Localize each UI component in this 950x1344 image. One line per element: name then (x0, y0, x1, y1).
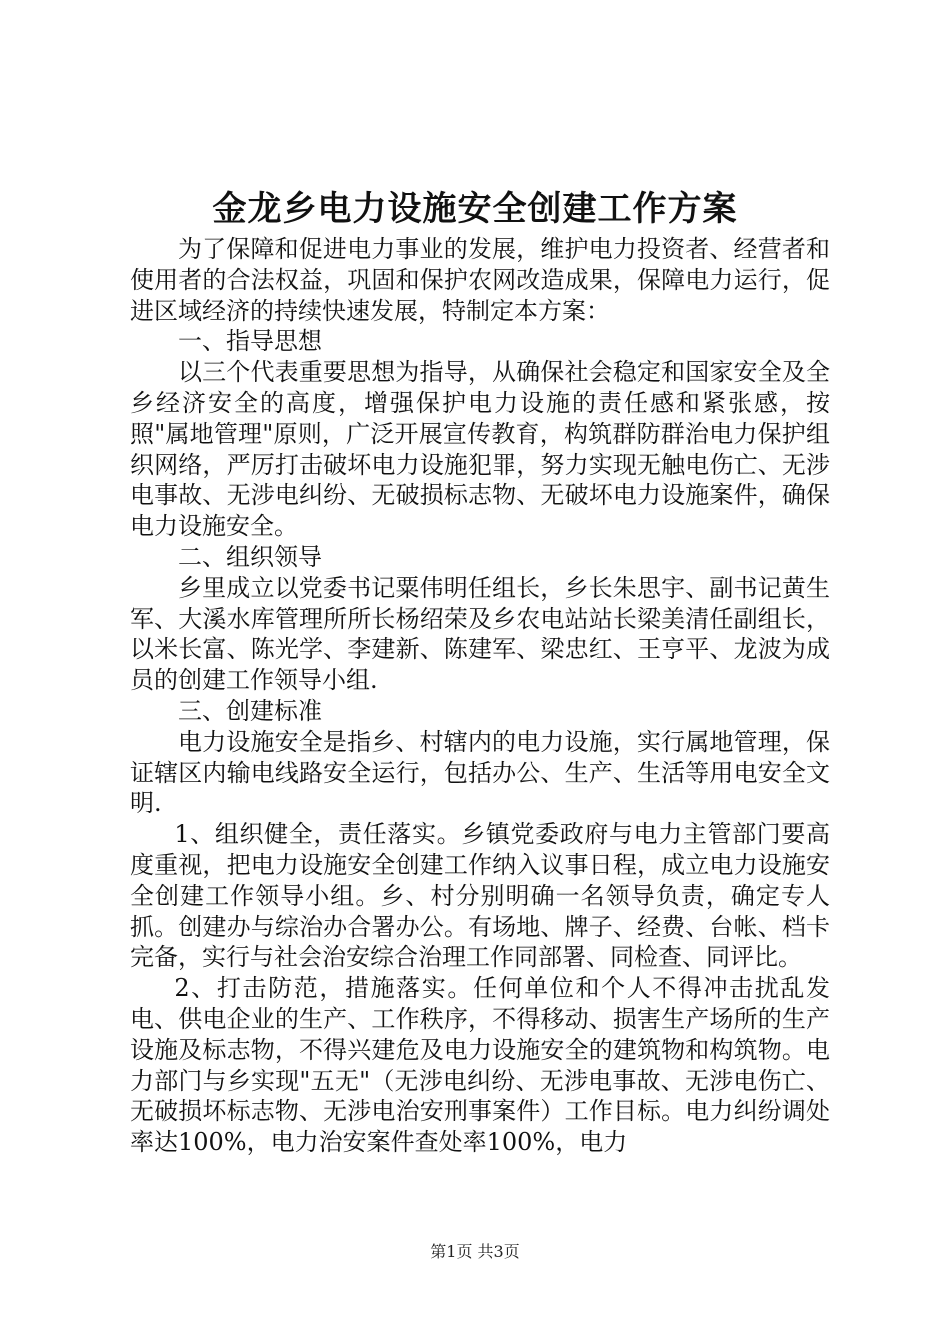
standard-item-1: 1、组织健全，责任落实。乡镇党委政府与电力主管部门要高度重视，把电力设施安全创建工作纳入议事日程，成立电力设施安全创建工作领导小组。乡、村分别明确一名领导负责，确定专人抓。创建办与综治办合署办公。有场地、牌子、经费、台帐、档卡完备，实行与社会治安综合治理工作同部署、同检查、同评比。 (130, 820, 830, 972)
section-heading-guiding-thought: 一、指导思想 (178, 327, 322, 356)
intro-paragraph: 为了保障和促进电力事业的发展，维护电力投资者、经营者和使用者的合法权益，巩固和保护农网改造成果，保障电力运行，促进区域经济的持续快速发展，特制定本方案： (130, 235, 830, 325)
standard-item-2: 2、打击防范，措施落实。任何单位和个人不得冲击扰乱发电、供电企业的生产、工作秩序，不得移动、损害生产场所的生产设施及标志物，不得兴建危及电力设施安全的建筑物和构筑物。电力部门与乡实现"五无"（无涉电纠纷、无涉电事故、无涉电伤亡、无破损坏标志物、无涉电治安刑事案件）工作目标。电力纠纷调处率达100%，电力治安案件查处率100%，电力 (130, 974, 830, 1157)
guiding-thought-paragraph: 以三个代表重要思想为指导，从确保社会稳定和国家安全及全乡经济安全的高度，增强保护电力设施的责任感和紧张感，按照"属地管理"原则，广泛开展宣传教育，构筑群防群治电力保护组织网络，严厉打击破坏电力设施犯罪，努力实现无触电伤亡、无涉电事故、无涉电纠纷、无破损标志物、无破坏电力设施案件，确保电力设施安全。 (130, 358, 830, 541)
document-title: 金龙乡电力设施安全创建工作方案 (212, 189, 738, 229)
page-number-footer: 第1页 共3页 (430, 1242, 520, 1261)
document-body (130, 234, 830, 1158)
organization-paragraph: 乡里成立以党委书记粟伟明任组长，乡长朱思宇、副书记黄生军、大溪水库管理所所长杨绍荣及乡农电站站长梁美清任副组长，以米长富、陈光学、李建新、陈建军、梁忠红、王亨平、龙波为成员的创建工作领导小组. (130, 573, 830, 695)
section-heading-standards: 三、创建标准 (178, 696, 322, 725)
section-heading-organization: 二、组织领导 (178, 542, 322, 571)
standards-paragraph: 电力设施安全是指乡、村辖内的电力设施，实行属地管理，保证辖区内输电线路安全运行，包括办公、生产、生活等用电安全文明. (130, 727, 830, 818)
